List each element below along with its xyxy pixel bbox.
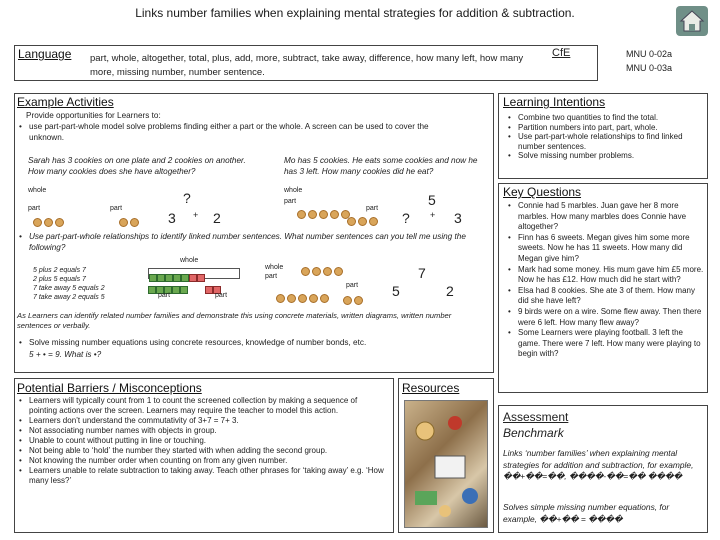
activities-bullet-1 — [19, 122, 459, 143]
cfe-codes — [626, 47, 672, 75]
list-item: • Not knowing the number order when counting on from any given number. — [19, 456, 387, 466]
assessment-heading: Assessment — [503, 410, 569, 424]
barriers-list — [19, 396, 387, 486]
cube-part-label: part — [158, 292, 171, 299]
eq2-whole: 5 — [428, 192, 436, 208]
assessment-text-2: Solves simple missing number equations, for example, ��+�� = ���� — [503, 502, 670, 524]
missing-number-example: 5 + • = 9. What is •? — [29, 350, 102, 359]
bullet-text: • Solve missing number equations using concrete resources, knowledge of number bonds, etc. — [19, 338, 459, 349]
list-item: • Combine two quantities to find the total. — [508, 113, 704, 123]
model3-part-label: part — [346, 282, 359, 289]
number-facts — [33, 266, 105, 302]
model3-part-a: 5 — [392, 283, 400, 299]
cfe-code: MNU 0-03a — [626, 63, 673, 73]
cookie-plate — [275, 290, 330, 308]
page-title: Links number families when explaining mental strategies for addition & subtraction. — [135, 6, 575, 20]
barriers-heading: Potential Barriers / Misconceptions — [17, 381, 202, 395]
fact: 2 plus 5 equals 7 — [33, 276, 86, 283]
language-label: Language — [18, 47, 72, 61]
eq1-whole: ? — [183, 190, 191, 206]
intentions-list — [508, 113, 704, 161]
key-questions-heading: Key Questions — [503, 185, 582, 199]
list-item: • Mark had some money. His mum gave him £5 more. Now he has £12. How much did he start with? — [508, 265, 704, 286]
list-item: • Not associating number names with objects in group. — [19, 426, 387, 436]
list-item: • Partition numbers into part, part, whole. — [508, 123, 704, 133]
fact: 5 plus 2 equals 7 — [33, 267, 86, 274]
bullet-text: • use part-part-whole model solve problems finding either a part or the whole. A screen can be used to cover the unknown. — [19, 122, 459, 143]
cookie-plate — [296, 206, 351, 224]
list-item: • Finn has 6 sweets. Megan gives him some more sweets. Now he has 11 sweets. How many did Megan give him? — [508, 233, 704, 265]
model3-part-label: part — [265, 273, 278, 280]
language-text: part, whole, altogether, total, plus, add, more, subtract, take away, difference, how many left, how many more, missing number, number sentence. — [90, 53, 524, 78]
cfe-code: MNU 0-02a — [626, 49, 673, 59]
activities-intro: Provide opportunities for Learners to: — [26, 111, 161, 120]
list-item: • Learners unable to relate subtraction to taking away. Teach other phrases for ‘taking away’ e.g. ‘How many less?’ — [19, 466, 387, 486]
example-2: Mo has 5 cookies. He eats some cookies and now he has 3 left. How many cookies did he eat? — [284, 156, 478, 176]
model2-whole-label: whole — [284, 187, 303, 194]
list-item: • Learners will typically count from 1 to count the screened collection by making a sequence of pointing actions over the screen. Learners may require the teacher to model this action. — [19, 396, 387, 416]
eq1-part-b: 2 — [213, 210, 221, 226]
cookie-plate — [32, 214, 65, 232]
model3-whole: 7 — [418, 265, 426, 281]
benchmark-heading: Benchmark — [503, 426, 564, 440]
key-questions-list — [508, 201, 704, 360]
example-1: Sarah has 3 cookies on one plate and 2 cookies on another. How many cookies does she have altogether? — [28, 156, 246, 176]
cfe-label: CfE — [552, 47, 571, 59]
assessment-text-1: Links ‘number families’ when explaining mental strategies for addition and subtraction, for example, ��+��=��, ����-��=�� ���� — [503, 448, 694, 481]
eq2-operator: + — [430, 210, 436, 220]
model2-part-label: part — [366, 205, 379, 212]
list-item: • Connie had 5 marbles. Juan gave her 8 more marbles. How many marbles does Connie have altogether? — [508, 201, 704, 233]
activities-bullet-3 — [19, 338, 459, 349]
eq1-part-a: 3 — [168, 210, 176, 226]
resources-heading: Resources — [402, 381, 460, 395]
cookie-plate — [346, 213, 379, 231]
home-icon[interactable] — [676, 6, 708, 36]
list-item: • Not being able to ‘hold’ the number they started with when adding the second group. — [19, 446, 387, 456]
list-item: • Unable to count without putting in line or touching. — [19, 436, 387, 446]
bullet-text: • Use part-part-whole relationships to identify linked number sentences. What number sentences can you tell me using the following? — [19, 232, 479, 253]
list-item: • Use part-part-whole relationships to find linked number sentences. — [508, 132, 704, 151]
list-item: • Some Learners were playing football. 3 left the game. There were 7 left. How many were playing to begin with? — [508, 328, 704, 360]
model2-part-label: part — [284, 198, 297, 205]
cube-part-label: part — [215, 292, 228, 299]
cookie-plate — [342, 292, 364, 310]
fact: 7 take away 2 equals 5 — [33, 294, 105, 301]
activities-note: As Learners can identify related number families and demonstrate this using concrete materials, written diagrams, written number sentences or verbally. — [17, 311, 452, 330]
eq2-part-a: ? — [402, 210, 410, 226]
cookie-plate — [300, 263, 344, 281]
cookie-plate — [118, 214, 140, 232]
list-item: • Elsa had 8 cookies. She ate 3 of them. How many did she have left? — [508, 286, 704, 307]
activities-bullet-2 — [19, 232, 479, 253]
model1-whole-label: whole — [28, 187, 47, 194]
list-item: • Solve missing number problems. — [508, 151, 704, 161]
eq2-part-b: 3 — [454, 210, 462, 226]
list-item: • Learners don’t understand the commutativity of 3+7 = 7+ 3. — [19, 416, 387, 426]
model3-part-b: 2 — [446, 283, 454, 299]
model1-part-label: part — [110, 205, 123, 212]
resources-photo — [404, 400, 488, 528]
model3-whole-label: whole — [265, 264, 284, 271]
fact: 7 take away 5 equals 2 — [33, 285, 105, 292]
eq1-operator: + — [193, 210, 199, 220]
activities-heading: Example Activities — [17, 95, 114, 109]
list-item: • 9 birds were on a wire. Some flew away. Then there were 6 left. How many flew away? — [508, 307, 704, 328]
cube-whole-label: whole — [180, 257, 199, 264]
intentions-heading: Learning Intentions — [503, 95, 606, 109]
model1-part-label: part — [28, 205, 41, 212]
cube-train-whole — [148, 268, 240, 279]
